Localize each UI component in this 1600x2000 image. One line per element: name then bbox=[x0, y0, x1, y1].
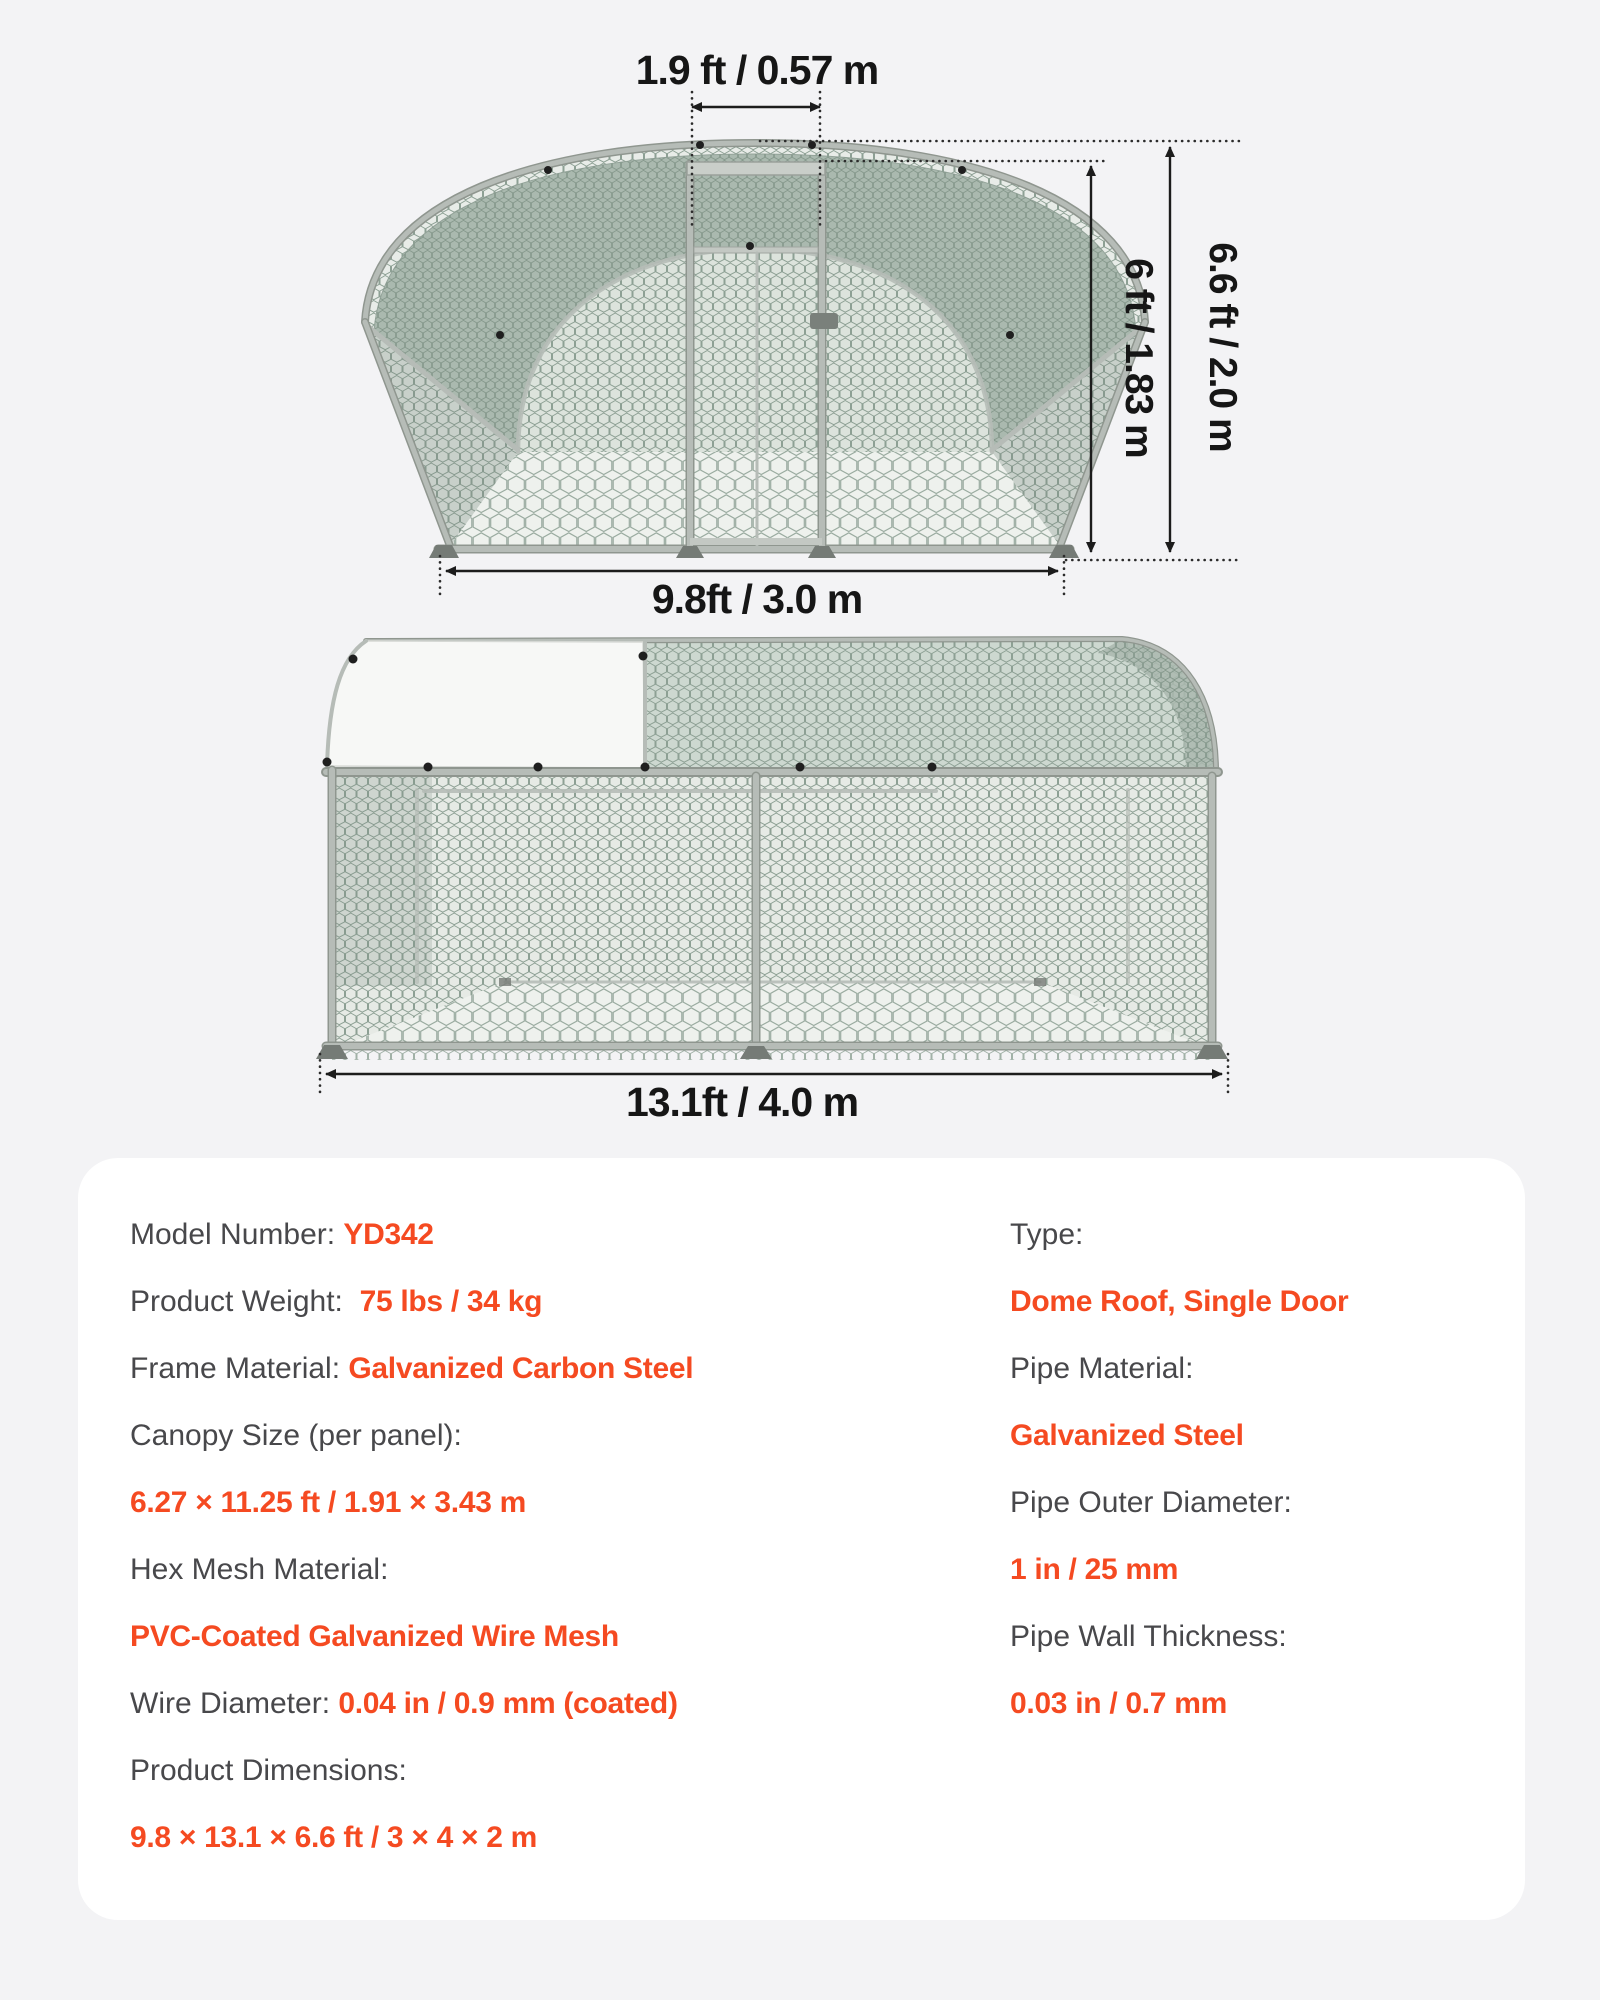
spec-card bbox=[78, 1158, 1525, 1920]
spec-label: Frame Material: bbox=[130, 1352, 349, 1385]
spec-value: 0.03 in / 0.7 mm bbox=[1010, 1687, 1227, 1720]
spec-column-right bbox=[1010, 1212, 1490, 1727]
spec-column-left bbox=[130, 1212, 970, 1861]
spec-row bbox=[130, 1212, 970, 1258]
spec-row bbox=[1010, 1614, 1490, 1660]
door-latch bbox=[810, 313, 838, 329]
spec-value: Dome Roof, Single Door bbox=[1010, 1285, 1349, 1318]
overall-length-dimension: 13.1ft / 4.0 m bbox=[625, 1079, 859, 1125]
spec-value: Galvanized Carbon Steel bbox=[348, 1352, 694, 1385]
spec-row bbox=[130, 1413, 970, 1459]
spec-label: Pipe Outer Diameter: bbox=[1010, 1486, 1292, 1519]
spec-value: 0.04 in / 0.9 mm (coated) bbox=[338, 1687, 678, 1720]
spec-row bbox=[1010, 1480, 1490, 1526]
overall-height-dimension: 6.6 ft / 2.0 m bbox=[1201, 242, 1244, 452]
door-height-dimension: 6 ft / 1.83 m bbox=[1117, 258, 1160, 458]
spec-row bbox=[130, 1815, 970, 1861]
spec-row bbox=[1010, 1681, 1490, 1727]
spec-row bbox=[1010, 1413, 1490, 1459]
spec-label: Type: bbox=[1010, 1218, 1084, 1251]
spec-label: Product Weight: bbox=[130, 1285, 360, 1318]
spec-value: 6.27 × 11.25 ft / 1.91 × 3.43 m bbox=[130, 1486, 526, 1519]
spec-row bbox=[1010, 1346, 1490, 1392]
spec-row bbox=[130, 1681, 970, 1727]
spec-value: 75 lbs / 34 kg bbox=[359, 1285, 543, 1318]
spec-value: 9.8 × 13.1 × 6.6 ft / 3 × 4 × 2 m bbox=[130, 1821, 538, 1854]
spec-label: Pipe Material: bbox=[1010, 1352, 1194, 1385]
spec-row bbox=[130, 1547, 970, 1593]
spec-row bbox=[1010, 1212, 1490, 1258]
overall-width-dimension: 9.8ft / 3.0 m bbox=[651, 576, 863, 622]
spec-row bbox=[1010, 1547, 1490, 1593]
side-view-diagram bbox=[316, 639, 1228, 1060]
spec-row bbox=[130, 1279, 970, 1325]
spec-row bbox=[130, 1346, 970, 1392]
spec-value: Galvanized Steel bbox=[1010, 1419, 1244, 1452]
canopy-cover bbox=[327, 641, 645, 768]
spec-row bbox=[130, 1614, 970, 1660]
spec-label: Hex Mesh Material: bbox=[130, 1553, 389, 1586]
spec-label: Product Dimensions: bbox=[130, 1754, 407, 1787]
spec-value: YD342 bbox=[343, 1218, 434, 1251]
spec-row bbox=[130, 1480, 970, 1526]
spec-label: Model Number: bbox=[130, 1218, 344, 1251]
spec-label: Pipe Wall Thickness: bbox=[1010, 1620, 1287, 1653]
spec-row bbox=[1010, 1279, 1490, 1325]
side-view-dimensions bbox=[320, 1054, 1228, 1125]
spec-label: Canopy Size (per panel): bbox=[130, 1419, 462, 1452]
spec-row bbox=[130, 1748, 970, 1794]
door-width-dimension: 1.9 ft / 0.57 m bbox=[635, 47, 879, 93]
spec-value: PVC-Coated Galvanized Wire Mesh bbox=[130, 1620, 619, 1653]
spec-label: Wire Diameter: bbox=[130, 1687, 339, 1720]
spec-value: 1 in / 25 mm bbox=[1010, 1553, 1179, 1586]
front-view-diagram bbox=[365, 141, 1145, 558]
